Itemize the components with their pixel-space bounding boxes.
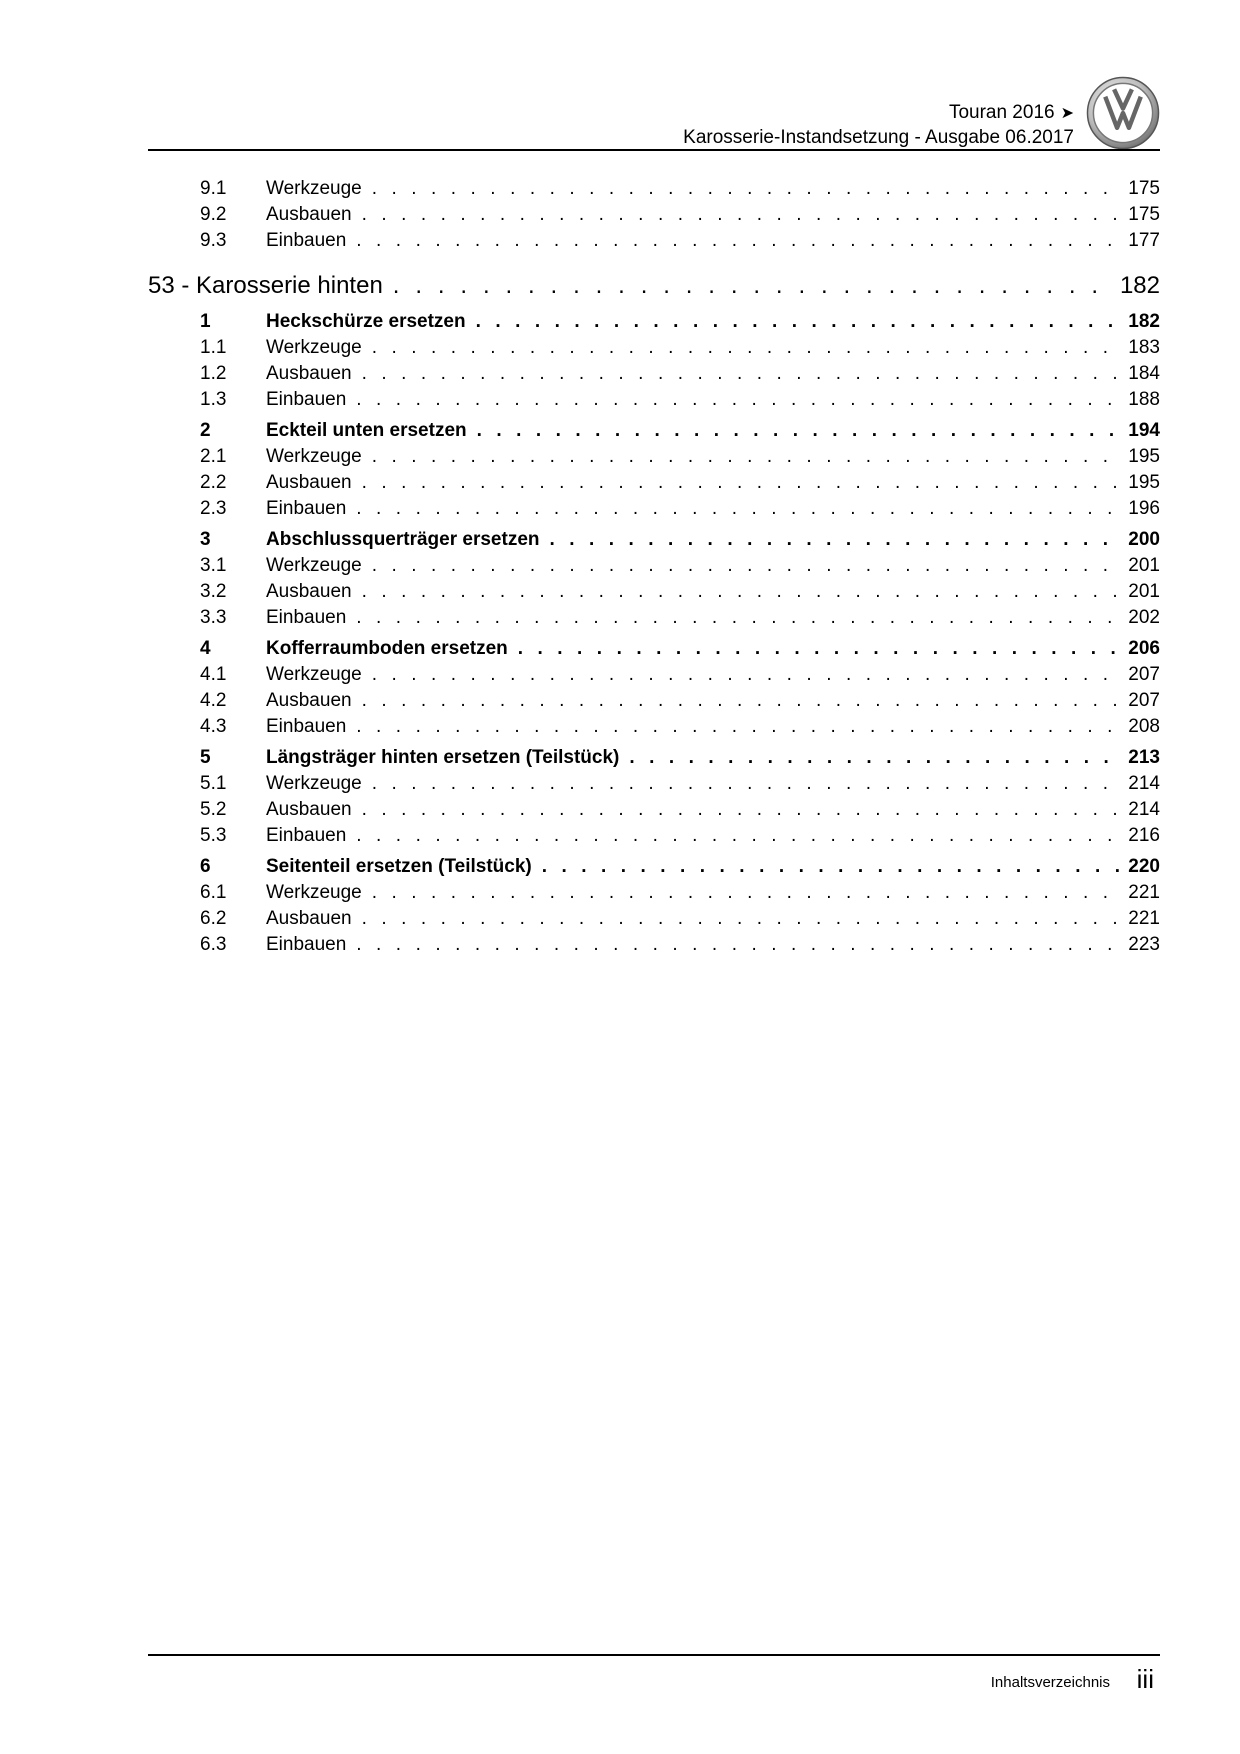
toc-label: Einbauen	[266, 228, 356, 254]
page-number: iii	[1136, 1664, 1154, 1694]
dot-leader	[372, 553, 1121, 579]
toc-label: Ausbauen	[266, 797, 362, 823]
toc-number: 3.3	[200, 607, 227, 628]
toc-label: Kofferraumboden ersetzen	[266, 636, 518, 662]
toc-label: Ausbauen	[266, 202, 362, 228]
toc-label: Ausbauen	[266, 906, 362, 932]
toc-label: Abschlussquerträger ersetzen	[266, 527, 550, 553]
toc-page: 201	[1128, 555, 1160, 576]
toc-page: 213	[1128, 747, 1160, 768]
dot-leader	[356, 228, 1120, 254]
toc-page: 221	[1128, 908, 1160, 929]
dot-leader	[372, 771, 1121, 797]
dot-leader	[372, 662, 1121, 688]
toc-page: 177	[1128, 230, 1160, 251]
toc-section[interactable]	[148, 636, 1160, 662]
toc-section[interactable]	[148, 309, 1160, 335]
table-of-contents	[148, 176, 1160, 958]
toc-label: Werkzeuge	[266, 662, 372, 688]
toc-page: 195	[1128, 472, 1160, 493]
dot-leader	[356, 496, 1120, 522]
toc-number: 5.2	[200, 799, 227, 820]
dot-leader	[542, 854, 1121, 880]
toc-page: 200	[1128, 529, 1160, 550]
toc-entry[interactable]	[148, 335, 1160, 361]
toc-number: 9.1	[200, 178, 227, 199]
toc-number: 1	[200, 311, 211, 332]
toc-number: 4.2	[200, 690, 227, 711]
header-rule	[148, 149, 1160, 151]
dot-leader	[372, 176, 1121, 202]
toc-section[interactable]	[148, 527, 1160, 553]
toc-page: 221	[1128, 882, 1160, 903]
toc-entry[interactable]	[148, 553, 1160, 579]
dot-leader	[356, 387, 1120, 413]
toc-label: Einbauen	[266, 605, 356, 631]
toc-number: 1.2	[200, 363, 227, 384]
toc-entry[interactable]	[148, 202, 1160, 228]
footer-label: Inhaltsverzeichnis	[990, 1674, 1110, 1691]
dot-leader	[362, 797, 1121, 823]
page-header	[148, 0, 1160, 150]
dot-leader	[372, 335, 1121, 361]
toc-page: 175	[1128, 204, 1160, 225]
toc-label: Werkzeuge	[266, 444, 372, 470]
toc-section[interactable]	[148, 745, 1160, 771]
toc-number: 3	[200, 529, 211, 550]
toc-page: 208	[1128, 716, 1160, 737]
dot-leader	[476, 309, 1121, 335]
toc-entry[interactable]	[148, 797, 1160, 823]
toc-page: 182	[1119, 272, 1160, 299]
toc-entry[interactable]	[148, 688, 1160, 714]
toc-page: 223	[1128, 934, 1160, 955]
toc-label: Einbauen	[266, 496, 356, 522]
toc-label: Einbauen	[266, 714, 356, 740]
toc-page: 201	[1128, 581, 1160, 602]
footer-rule	[148, 1654, 1160, 1656]
toc-entry[interactable]	[148, 387, 1160, 413]
toc-page: 206	[1128, 638, 1160, 659]
toc-number: 1.3	[200, 389, 227, 410]
toc-number: 4.3	[200, 716, 227, 737]
toc-page: 214	[1128, 773, 1160, 794]
toc-label: Ausbauen	[266, 688, 362, 714]
dot-leader	[362, 688, 1121, 714]
dot-leader	[393, 268, 1112, 304]
toc-page: 216	[1128, 825, 1160, 846]
toc-label: Werkzeuge	[266, 176, 372, 202]
toc-number: 4	[200, 638, 211, 659]
toc-label: Eckteil unten ersetzen	[266, 418, 477, 444]
toc-entry[interactable]	[148, 470, 1160, 496]
toc-number: 1.1	[200, 337, 227, 358]
toc-entry[interactable]	[148, 361, 1160, 387]
dot-leader	[362, 579, 1121, 605]
toc-entry[interactable]	[148, 496, 1160, 522]
toc-page: 182	[1128, 311, 1160, 332]
toc-label: Längsträger hinten ersetzen (Teilstück)	[266, 745, 629, 771]
toc-number: 2.3	[200, 498, 227, 519]
dot-leader	[477, 418, 1121, 444]
toc-page: 196	[1128, 498, 1160, 519]
dot-leader	[518, 636, 1121, 662]
toc-label: Einbauen	[266, 823, 356, 849]
toc-label: Einbauen	[266, 932, 356, 958]
dot-leader	[362, 906, 1121, 932]
toc-label: Werkzeuge	[266, 771, 372, 797]
document-title: Touran 2016 ➤	[948, 102, 1074, 123]
toc-page: 194	[1128, 420, 1160, 441]
toc-page: 220	[1128, 856, 1160, 877]
toc-label: 53 - Karosserie hinten	[148, 268, 393, 304]
toc-entry[interactable]	[148, 662, 1160, 688]
toc-number: 6	[200, 856, 211, 877]
toc-label: Seitenteil ersetzen (Teilstück)	[266, 854, 542, 880]
dot-leader	[356, 714, 1120, 740]
dot-leader	[356, 932, 1120, 958]
toc-number: 5	[200, 747, 211, 768]
toc-page: 207	[1128, 690, 1160, 711]
toc-entry[interactable]	[148, 228, 1160, 254]
toc-number: 6.1	[200, 882, 227, 903]
toc-label: Heckschürze ersetzen	[266, 309, 476, 335]
toc-number: 2	[200, 420, 211, 441]
toc-entry[interactable]	[148, 906, 1160, 932]
toc-page: 184	[1128, 363, 1160, 384]
toc-number: 5.3	[200, 825, 227, 846]
dot-leader	[362, 470, 1121, 496]
document-subtitle: Karosserie-Instandsetzung - Ausgabe 06.2017	[683, 127, 1074, 148]
toc-entry[interactable]	[148, 771, 1160, 797]
toc-entry[interactable]	[148, 823, 1160, 849]
toc-page: 188	[1128, 389, 1160, 410]
dot-leader	[629, 745, 1120, 771]
toc-number: 2.1	[200, 446, 227, 467]
toc-entry[interactable]	[148, 714, 1160, 740]
toc-page: 195	[1128, 446, 1160, 467]
toc-entry[interactable]	[148, 176, 1160, 202]
toc-label: Ausbauen	[266, 579, 362, 605]
toc-label: Werkzeuge	[266, 880, 372, 906]
dot-leader	[372, 880, 1121, 906]
toc-label: Ausbauen	[266, 470, 362, 496]
toc-number: 6.2	[200, 908, 227, 929]
dot-leader	[362, 361, 1121, 387]
toc-label: Ausbauen	[266, 361, 362, 387]
toc-page: 202	[1128, 607, 1160, 628]
toc-label: Werkzeuge	[266, 553, 372, 579]
toc-chapter[interactable]	[148, 268, 1160, 304]
toc-page: 183	[1128, 337, 1160, 358]
toc-number: 6.3	[200, 934, 227, 955]
toc-number: 3.1	[200, 555, 227, 576]
dot-leader	[356, 605, 1120, 631]
toc-page: 207	[1128, 664, 1160, 685]
vw-logo-icon	[1086, 76, 1160, 150]
dot-leader	[362, 202, 1121, 228]
dot-leader	[372, 444, 1121, 470]
arrow-right-icon: ➤	[1060, 105, 1074, 122]
toc-entry[interactable]	[148, 605, 1160, 631]
toc-number: 9.2	[200, 204, 227, 225]
toc-label: Einbauen	[266, 387, 356, 413]
toc-number: 5.1	[200, 773, 227, 794]
toc-number: 9.3	[200, 230, 227, 251]
toc-section[interactable]	[148, 418, 1160, 444]
toc-label: Werkzeuge	[266, 335, 372, 361]
toc-number: 2.2	[200, 472, 227, 493]
toc-entry[interactable]	[148, 932, 1160, 958]
toc-section[interactable]	[148, 854, 1160, 880]
dot-leader	[356, 823, 1120, 849]
toc-number: 4.1	[200, 664, 227, 685]
toc-number: 3.2	[200, 581, 227, 602]
toc-page: 175	[1128, 178, 1160, 199]
toc-entry[interactable]	[148, 880, 1160, 906]
toc-entry[interactable]	[148, 579, 1160, 605]
dot-leader	[550, 527, 1121, 553]
toc-entry[interactable]	[148, 444, 1160, 470]
toc-page: 214	[1128, 799, 1160, 820]
